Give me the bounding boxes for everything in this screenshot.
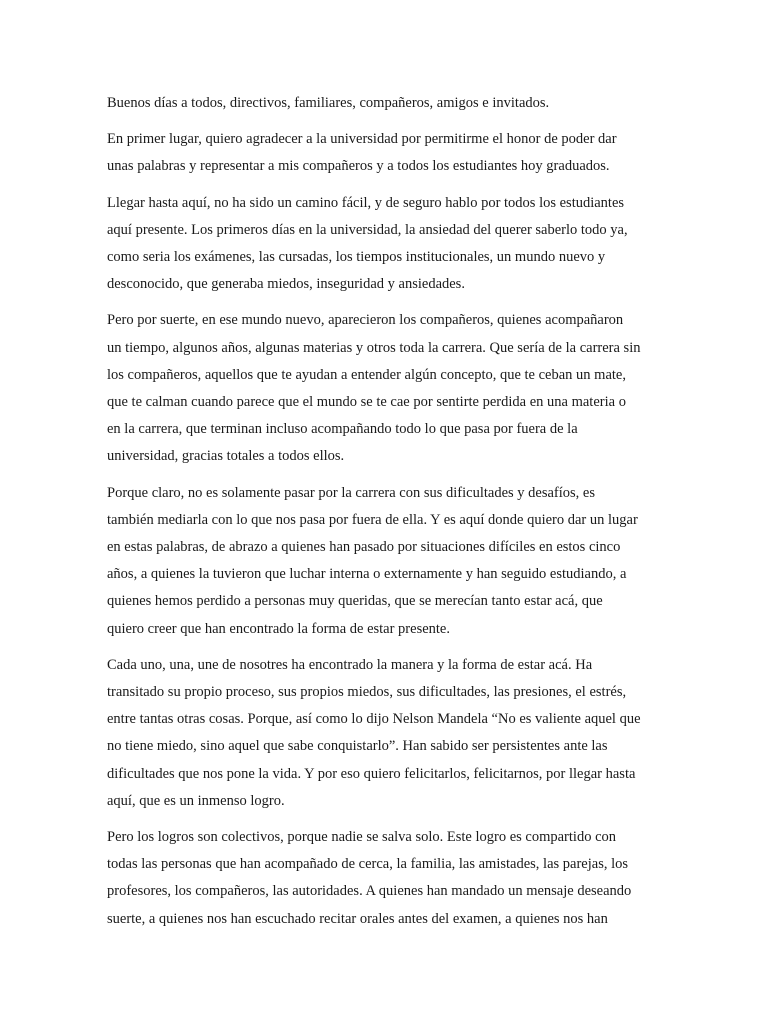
text-line: Porque claro, no es solamente pasar por la carrera con sus dificultades y desafíos, es — [107, 484, 595, 501]
text-line: transitado su propio proceso, sus propios miedos, sus dificultades, las presiones, el estrés, — [107, 684, 627, 701]
text-line: En primer lugar, quiero agradecer a la universidad por permitirme el honor de poder dar — [107, 131, 617, 148]
text-line: universidad, gracias totales a todos ellos. — [107, 448, 345, 465]
text-line: Buenos días a todos, directivos, familiares, compañeros, amigos e invitados. — [107, 95, 550, 111]
text-line: unas palabras y representar a mis compañeros y a todos los estudiantes hoy graduados. — [107, 158, 610, 175]
paragraph-journey — [107, 190, 687, 299]
text-line: todas las personas que han acompañado de cerca, la familia, las amistades, las parejas, los — [107, 856, 629, 873]
text-line: que te calman cuando parece que el mundo se te cae por sentirte perdida en una materia o — [107, 394, 626, 411]
text-line: entre tantas otras cosas. Porque, así como lo dijo Nelson Mandela “No es valiente aquel que — [107, 711, 641, 728]
text-line: también mediarla con lo que nos pasa por fuera de ella. Y es aquí donde quiero dar un lugar — [107, 511, 638, 528]
text-line: suerte, a quienes nos han escuchado recitar orales antes del examen, a quienes nos han — [107, 910, 608, 927]
text-line: aquí, que es un inmenso logro. — [107, 792, 285, 809]
text-line: no tiene miedo, sino aquel que sabe conquistarlo”. Han sabido ser persistentes ante las — [107, 738, 608, 755]
paragraph-achievement — [107, 652, 687, 815]
text-line: dificultades que nos pone la vida. Y por eso quiero felicitarlos, felicitarnos, por llegar hasta — [107, 765, 636, 782]
paragraph-thanks — [107, 126, 687, 180]
text-line: Pero por suerte, en ese mundo nuevo, aparecieron los compañeros, quienes acompañaron — [107, 312, 624, 329]
paragraph-greeting — [107, 90, 687, 117]
paragraph-difficulties — [107, 480, 687, 643]
text-line: quienes hemos perdido a personas muy queridas, que se merecían tanto estar acá, que — [107, 593, 603, 610]
text-line: aquí presente. Los primeros días en la universidad, la ansiedad del querer saberlo todo ya, — [107, 221, 628, 238]
text-line: en estas palabras, de abrazo a quienes han pasado por situaciones difíciles en estos cinco — [107, 539, 621, 556]
document-body — [107, 90, 687, 942]
text-line: años, a quienes la tuvieron que luchar interna o externamente y han seguido estudiando, a — [107, 566, 627, 583]
text-line: los compañeros, aquellos que te ayudan a entender algún concepto, que te ceban un mate, — [107, 366, 626, 383]
text-line: Cada uno, una, une de nosotres ha encontrado la manera y la forma de estar acá. Ha — [107, 656, 593, 673]
text-line: un tiempo, algunos años, algunas materias y otros toda la carrera. Que sería de la carrera sin — [107, 339, 641, 356]
paragraph-collective — [107, 824, 687, 933]
paragraph-classmates — [107, 307, 687, 470]
text-line: en la carrera, que terminan incluso acompañando todo lo que pasa por fuera de la — [107, 421, 578, 438]
text-line: Llegar hasta aquí, no ha sido un camino fácil, y de seguro hablo por todos los estudiantes — [107, 194, 625, 211]
text-line: desconocido, que generaba miedos, inseguridad y ansiedades. — [107, 276, 465, 293]
text-line: quiero creer que han encontrado la forma de estar presente. — [107, 620, 450, 637]
text-line: como seria los exámenes, las cursadas, los tiempos institucionales, un mundo nuevo y — [107, 249, 606, 266]
text-line: Pero los logros son colectivos, porque nadie se salva solo. Este logro es compartido con — [107, 829, 617, 846]
text-line: profesores, los compañeros, las autoridades. A quienes han mandado un mensaje deseando — [107, 883, 632, 900]
